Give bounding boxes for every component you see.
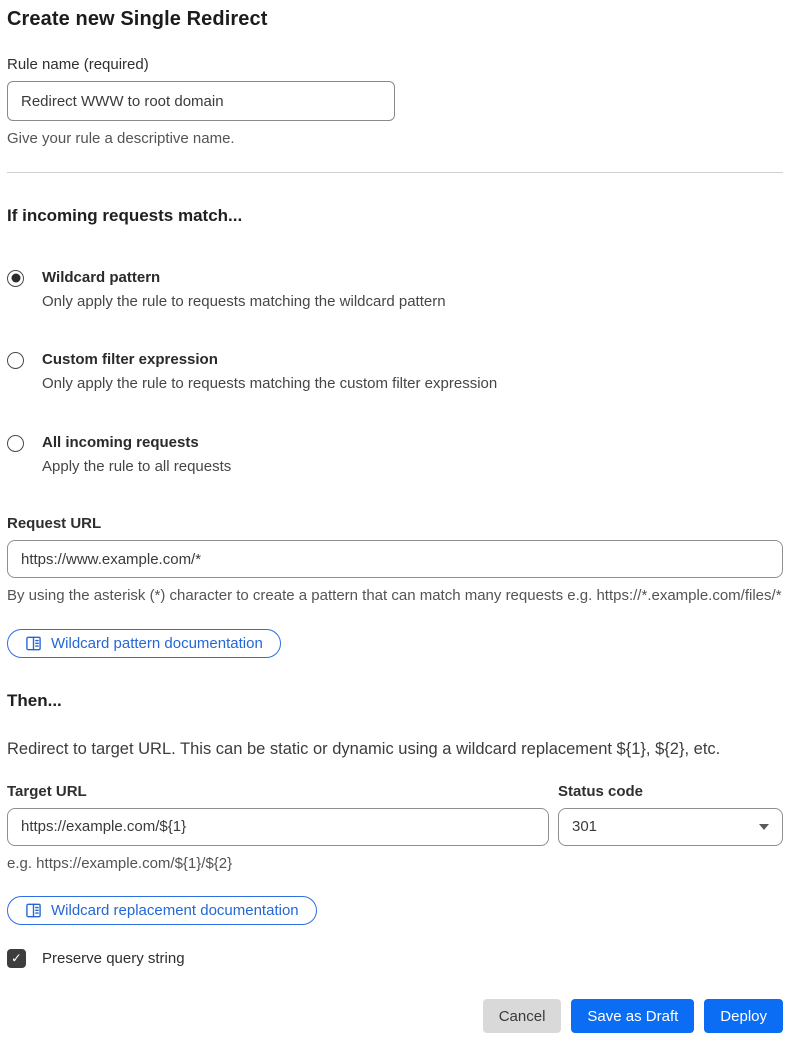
request-url-section (7, 515, 783, 608)
target-url-label: Target URL (7, 782, 87, 800)
radio-label: Custom filter expression (42, 351, 218, 368)
doc-button-label: Wildcard pattern documentation (51, 634, 263, 652)
radio-description: Apply the rule to all requests (42, 457, 232, 475)
rule-name-help: Give your rule a descriptive name. (7, 130, 235, 147)
request-url-label: Request URL (7, 515, 102, 532)
rule-name-label: Rule name (required) (7, 56, 149, 73)
page-title: Create new Single Redirect (7, 8, 268, 30)
target-url-help: e.g. https://example.com/${1}/${2} (7, 854, 233, 872)
open-book-icon (25, 635, 42, 652)
request-url-input[interactable] (7, 540, 783, 578)
cancel-button[interactable]: Cancel (483, 999, 562, 1033)
radio-button-icon[interactable] (7, 352, 24, 369)
chevron-down-icon (759, 824, 769, 830)
wildcard-replacement-documentation-button[interactable] (7, 896, 317, 925)
status-code-section (558, 783, 783, 876)
checkbox-icon[interactable] (7, 949, 26, 968)
radio-button-icon[interactable] (7, 270, 24, 287)
radio-label: All incoming requests (42, 433, 199, 451)
footer-actions (7, 999, 783, 1033)
status-code-select[interactable] (558, 808, 783, 846)
radio-option-custom-filter-expression[interactable] (7, 350, 783, 395)
section-divider (7, 172, 783, 173)
rule-name-section (7, 56, 783, 151)
match-radio-group (7, 268, 783, 478)
target-url-input[interactable] (7, 808, 549, 846)
status-code-label: Status code (558, 782, 644, 800)
then-section-description: Redirect to target URL. This can be static or dynamic using a wildcard replacement ${1}, ${2}, etc. (7, 739, 721, 758)
match-section-heading: If incoming requests match... (7, 205, 243, 225)
target-url-section (7, 783, 549, 876)
radio-description: Only apply the rule to requests matching the wildcard pattern (42, 292, 446, 310)
radio-label: Wildcard pattern (42, 268, 161, 286)
then-section-heading: Then... (7, 690, 62, 710)
preserve-query-string-row[interactable] (7, 949, 783, 968)
request-url-help: By using the asterisk (*) character to create a pattern that can match many requests e.g. https://*.example.com/files/* (7, 587, 782, 604)
wildcard-pattern-documentation-button[interactable] (7, 629, 281, 658)
preserve-query-string-label: Preserve query string (42, 950, 185, 968)
radio-option-wildcard-pattern[interactable] (7, 268, 783, 313)
save-as-draft-button[interactable]: Save as Draft (571, 999, 694, 1033)
doc-button-label: Wildcard replacement documentation (51, 902, 299, 920)
radio-description: Only apply the rule to requests matching the custom filter expression (42, 375, 498, 393)
radio-button-icon[interactable] (7, 435, 24, 452)
target-url-row (7, 783, 783, 876)
radio-option-all-incoming-requests[interactable] (7, 433, 783, 478)
rule-name-input[interactable] (7, 81, 395, 121)
open-book-icon (25, 902, 42, 919)
status-code-value: 301 (572, 818, 598, 836)
deploy-button[interactable]: Deploy (704, 999, 783, 1033)
